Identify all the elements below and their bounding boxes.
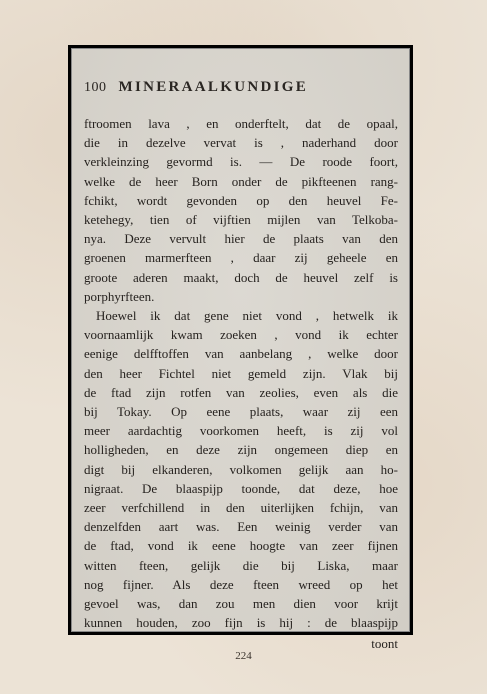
paragraph-1 [84,114,398,306]
text-line: groote aderen maakt, doch de heuvel zelf is [84,269,398,285]
body-text [84,114,398,654]
paragraph-2 [84,306,398,632]
text-line: groenen marmerfteen , daar zij geheele en [84,250,398,266]
text-line: holligheden, en deze zijn ongemeen diep en [84,442,398,458]
running-head: MINERAALKUNDIGE [118,79,309,95]
catchword: toont [371,636,398,652]
page-number: 100 [84,80,107,95]
text-line: zeer verfchillend in den uiterlijken fchijn, van [84,500,398,516]
text-line: ftroomen lava , en onderftelt, dat de opaal, [84,116,398,131]
text-line: Hoewel ik dat gene niet vond , hetwelk ik [96,308,398,324]
text-line: fchikt, wordt gevonden op den heuvel Fe- [84,192,398,208]
text-line: die in dezelve vervat is , naderhand door [84,135,398,151]
text-line: nog fijner. Als deze fteen wreed op het [84,576,398,592]
text-line: gevoel was, dan zou men dien voor krijt [84,596,398,612]
text-line: witten fteen, gelijk die bij Liska, maar [84,557,398,573]
text-line: denzelfden aart was. Een weinig verder van [84,519,398,535]
text-line: meer aardachtig voorkomen heeft, is zij vol [84,423,398,439]
text-line: eenige delfftoffen van aanbelang , welke door [84,346,398,362]
text-line: nigraat. De blaaspijp toonde, dat deze, hoe [84,480,398,496]
text-line: verkleinzing gevormd is. — De roode foort, [84,154,398,170]
text-line: nya. Deze vervult hier de plaats van den [84,231,398,247]
page-header [84,79,414,96]
text-line: voornaamlijk kwam zoeken , vond ik echter [84,327,398,343]
text-line: den heer Fichtel niet gemeld zijn. Vlak bij [84,365,398,381]
text-line: de ftad zijn rotfen van zeolies, even als die [84,384,398,400]
text-line: kunnen houden, zoo fijn is hij : de blaaspijp [84,615,398,631]
footer-page-number: 224 [235,650,252,662]
text-line: bij Tokay. Op eene plaats, waar zij een [84,404,398,420]
text-line: ketehegy, tien of vijftien mijlen van Telkoba- [84,212,398,228]
text-line: porphyrfteen. [84,288,155,304]
text-line: de ftad, vond ik eene hoogte van zeer fijnen [84,538,398,554]
text-line: welke de heer Born onder de pikfteenen rang- [84,173,398,189]
text-line: digt bij elkanderen, volkomen gelijk aan ho- [84,461,398,477]
